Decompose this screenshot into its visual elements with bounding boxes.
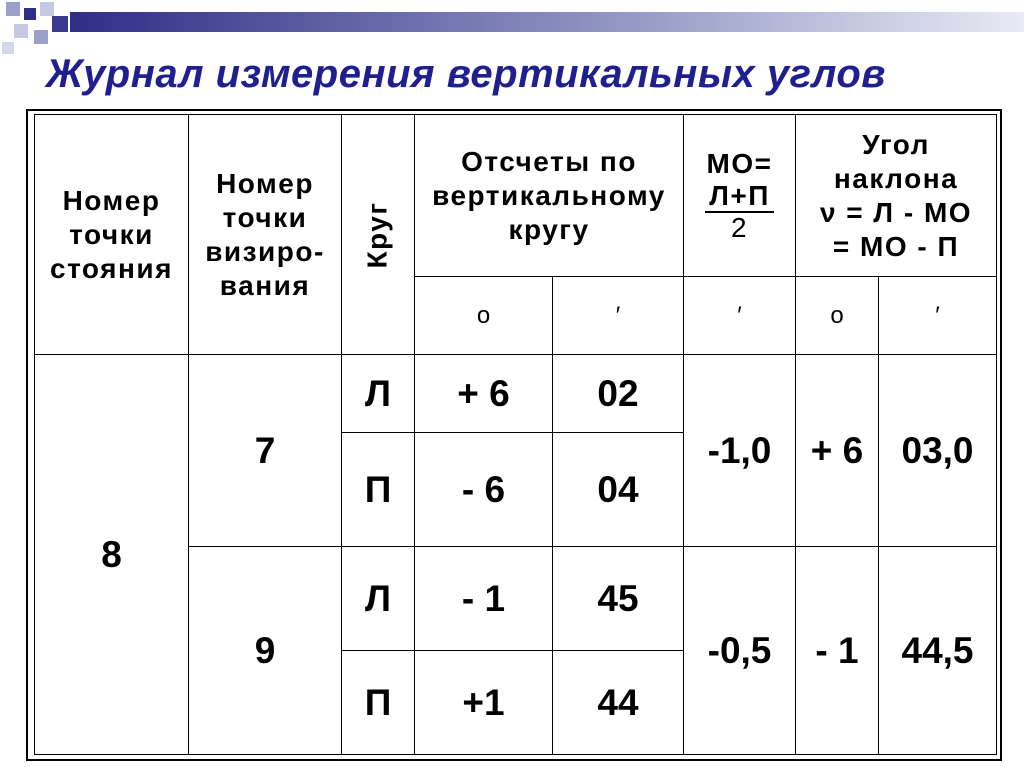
station-cell: 8 bbox=[35, 355, 189, 755]
reading-minutes-cell: 04 bbox=[553, 433, 684, 547]
header-readings-line: кругу bbox=[508, 213, 590, 245]
unit-reading-minutes: ′ bbox=[553, 277, 684, 355]
header-angle-line: Угол bbox=[862, 128, 930, 160]
reading-degrees-cell: - 6 bbox=[415, 433, 553, 547]
circle-cell: П bbox=[342, 433, 415, 547]
circle-cell: Л bbox=[342, 547, 415, 651]
header-mo-label: МО= bbox=[706, 147, 773, 179]
mo-formula-numerator: Л+П bbox=[705, 181, 774, 213]
header-station-number bbox=[35, 115, 189, 355]
header-station-line: Номер bbox=[62, 184, 161, 216]
header-sighting-line: точки bbox=[222, 201, 308, 233]
reading-minutes-cell: 45 bbox=[553, 547, 684, 651]
header-slope-angle bbox=[796, 115, 997, 277]
reading-minutes-cell: 02 bbox=[553, 355, 684, 433]
header-sighting-number bbox=[189, 115, 342, 355]
reading-degrees-cell: +1 bbox=[415, 651, 553, 755]
reading-degrees-cell: - 1 bbox=[415, 547, 553, 651]
mo-formula-denominator: 2 bbox=[730, 211, 749, 243]
angle-degrees-cell: + 6 bbox=[796, 355, 879, 547]
mo-formula-fraction bbox=[705, 181, 774, 243]
page-title: Журнал измерения вертикальных углов bbox=[46, 52, 886, 96]
mo-cell: -1,0 bbox=[684, 355, 796, 547]
header-angle-line: ν = Л - МО bbox=[819, 196, 973, 228]
unit-angle-minutes: ′ bbox=[879, 277, 997, 355]
reading-minutes-cell: 44 bbox=[553, 651, 684, 755]
header-readings-line: вертикальному bbox=[432, 179, 666, 211]
header-circle bbox=[342, 115, 415, 355]
header-angle-line: = МО - П bbox=[832, 230, 960, 262]
sighting-cell: 7 bbox=[189, 355, 342, 547]
angle-degrees-cell: - 1 bbox=[796, 547, 879, 755]
header-sighting-line: визиро- bbox=[205, 235, 325, 267]
header-angle-line: наклона bbox=[833, 162, 959, 194]
header-sighting-line: вания bbox=[219, 269, 311, 301]
circle-cell: Л bbox=[342, 355, 415, 433]
table-row bbox=[35, 355, 997, 433]
slide-decoration bbox=[0, 0, 1024, 60]
header-station-line: точки bbox=[69, 218, 154, 250]
unit-mo-minutes: ′ bbox=[684, 277, 796, 355]
measurement-journal-table bbox=[34, 114, 997, 755]
header-mo bbox=[684, 115, 796, 277]
sighting-cell: 9 bbox=[189, 547, 342, 755]
header-readings-line: Отсчеты по bbox=[461, 145, 637, 177]
angle-minutes-cell: 03,0 bbox=[879, 355, 997, 547]
circle-cell: П bbox=[342, 651, 415, 755]
unit-angle-degrees: о bbox=[796, 277, 879, 355]
reading-degrees-cell: + 6 bbox=[415, 355, 553, 433]
header-station-line: стояния bbox=[50, 252, 173, 284]
angle-minutes-cell: 44,5 bbox=[879, 547, 997, 755]
header-readings bbox=[415, 115, 684, 277]
header-sighting-line: Номер bbox=[216, 167, 314, 199]
mo-cell: -0,5 bbox=[684, 547, 796, 755]
unit-reading-degrees: о bbox=[415, 277, 553, 355]
header-circle-label: Круг bbox=[362, 200, 393, 269]
